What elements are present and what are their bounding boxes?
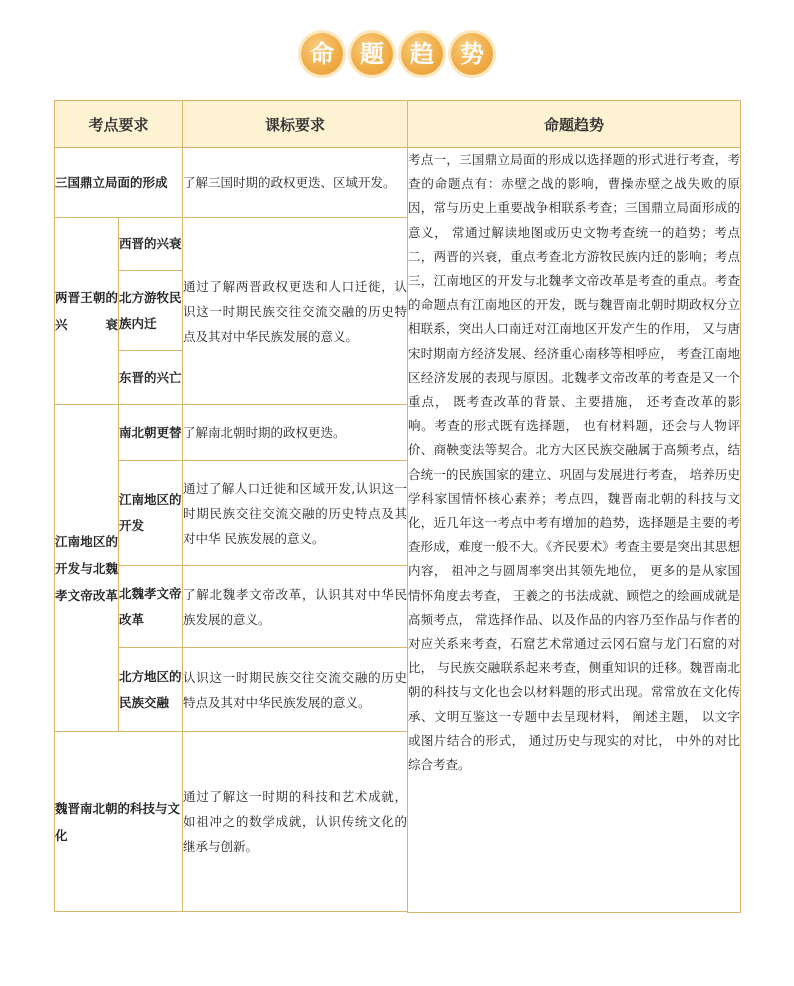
title-char: 趋 xyxy=(401,33,443,75)
section-title xyxy=(0,30,794,78)
subtopic-cell: 东晋的兴亡 xyxy=(119,351,183,405)
subtopic-cell: 西晋的兴衰 xyxy=(119,218,183,271)
subtopic-cell: 北方地区的民族交融 xyxy=(119,648,183,732)
exam-trend-table xyxy=(54,100,741,913)
requirement-cell: 认识这一时期民族交往交流交融的历史特点及其对中华民族发展的意义。 xyxy=(183,648,408,732)
subtopic-cell: 北魏孝文帝改革 xyxy=(119,566,183,648)
trend-cell: 考点一，三国鼎立局面的形成以选择题的形式进行考查，考查的命题点有：赤壁之战的影响，曹操赤壁之战失败的原因，常与历史上重要战争相联系考查；三国鼎立局面形成的意义， 常通过解读地图或历史文物考查统一的趋势；考点二，两晋的兴衰，重点考查北方游牧民族内迁的影响；考点三，江南地区的开发与北魏孝文帝改革是考查的重点。考查的命题点有江南地区的开发，既与魏晋南北朝时期政权分立相联系，突出人口南迁对江南地区开发产生的作用， 又与唐宋时期南方经济发展、经济重心南移等相呼应， 考查江南地区经济发展的表现与原因。北魏孝文帝改革的考查是又一个重点， 既考查改革的背景、主要措施， 还考查改革的影响。考查的形式既有选择题， 也有材料题，还会与人物评价、商鞅变法等契合。北方大区民族交融属于高频考点，结合统一的民族国家的建立、巩固与发展进行考查， 培养历史学科家国情怀核心素养；考点四，魏晋南北朝的科技与文化，近几年这一考点中考有增加的趋势，选择题是主要的考查形成，难度一般不大。《齐民要术》考查主要是突出其思想内容， 祖冲之与圆周率突出其领先地位， 更多的是从家国情怀角度去考查， 王羲之的书法成就、顾恺之的绘画成就是高频考点， 常选择作品、以及作品的内容乃至作品与作者的对应关系来考查，石窟艺术常通过云冈石窟与龙门石窟的对比， 与民族交融联系起来考查，侧重知识的迁移。魏晋南北朝的科技与文化也会以材料题的形式出现。常常放在文化传承、文明互鉴这一专题中去呈现材料， 阐述主题， 以文字或图片结合的形式， 通过历史与现实的对比， 中外的对比综合考查。 xyxy=(408,148,741,913)
topic-cell: 两晋王朝的兴衰 xyxy=(55,218,119,405)
requirement-cell: 通过了解这一时期的科技和艺术成就，如祖冲之的数学成就，认识传统文化的继承与创新。 xyxy=(183,732,408,912)
topic-cell: 魏晋南北朝的科技与文化 xyxy=(55,732,183,912)
topic-cell: 三国鼎立局面的形成 xyxy=(55,148,183,218)
header-point: 考点要求 xyxy=(55,101,183,148)
requirement-cell: 通过了解人口迁徙和区域开发,认识这一时期民族交往交流交融的历史特点及其对中华 民族发展的意义。 xyxy=(183,461,408,566)
title-char: 命 xyxy=(301,33,343,75)
subtopic-cell: 江南地区的开发 xyxy=(119,461,183,566)
requirement-cell: 了解三国时期的政权更迭、区域开发。 xyxy=(183,148,408,218)
header-row xyxy=(55,101,741,148)
subtopic-cell: 南北朝更替 xyxy=(119,405,183,461)
header-standard: 课标要求 xyxy=(183,101,408,148)
subtopic-cell: 北方游牧民族内迁 xyxy=(119,271,183,351)
title-char: 题 xyxy=(351,33,393,75)
title-char: 势 xyxy=(451,33,493,75)
table-row xyxy=(55,148,741,218)
header-trend: 命题趋势 xyxy=(408,101,741,148)
requirement-cell: 了解北魏孝文帝改革，认识其对中华民族发展的意义。 xyxy=(183,566,408,648)
requirement-cell: 通过了解两晋政权更迭和人口迁徙，认识这一时期民族交往交流交融的历史特点及其对中华民族发展的意义。 xyxy=(183,218,408,405)
requirement-cell: 了解南北朝时期的政权更迭。 xyxy=(183,405,408,461)
topic-cell: 江南地区的开发与北魏孝文帝改革 xyxy=(55,405,119,732)
